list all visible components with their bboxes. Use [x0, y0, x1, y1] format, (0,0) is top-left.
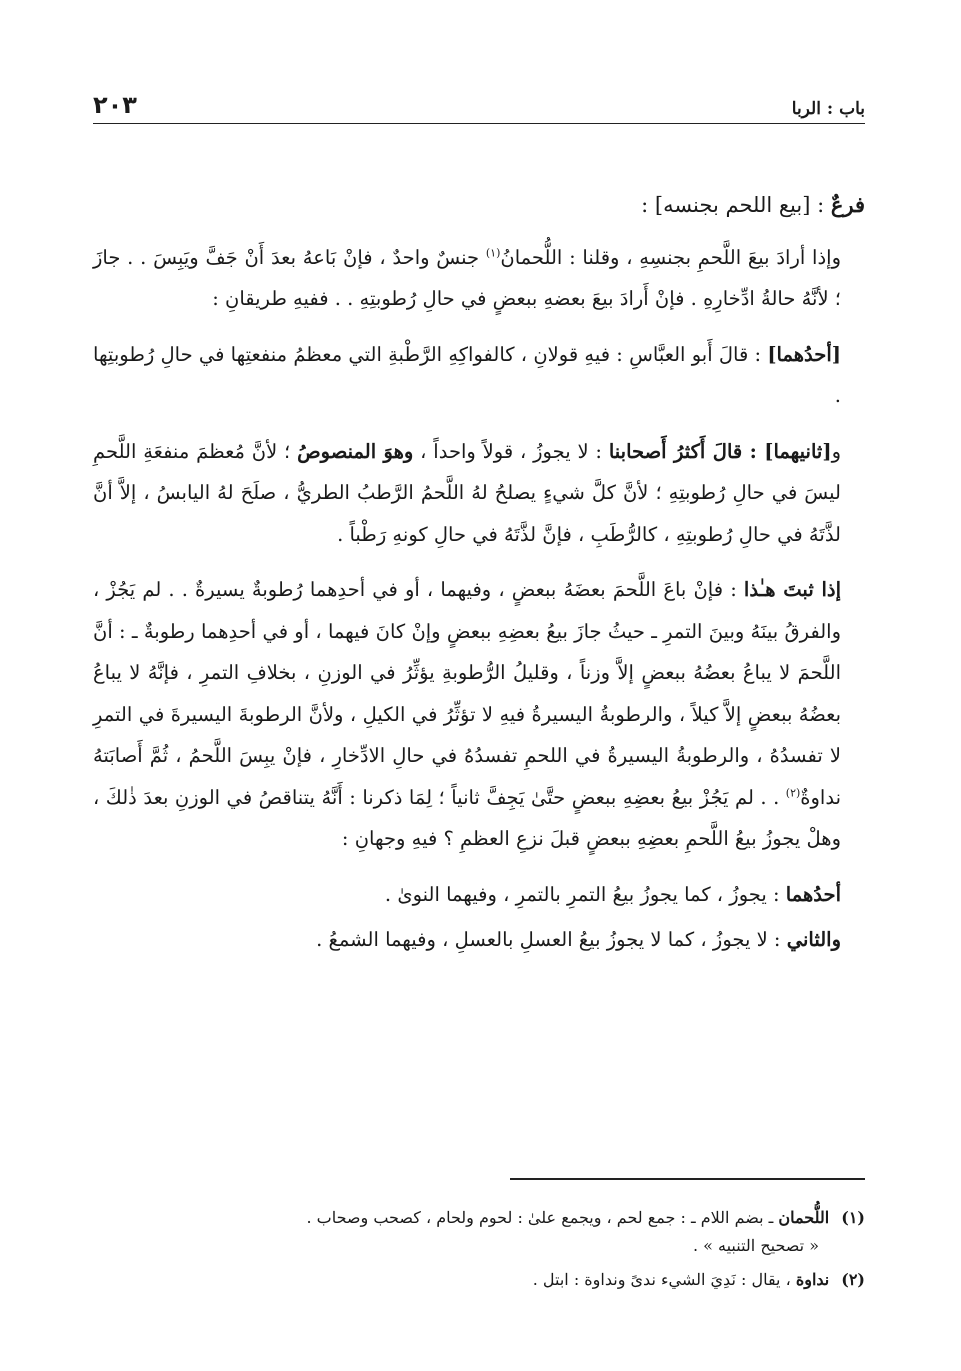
p3-text-a: و: [831, 439, 841, 463]
p6-label: والثاني: [786, 928, 841, 951]
footnotes: [93, 1204, 865, 1300]
p3-label: [ثانيهما] : قالَ أَكثرُ أَصحابنا: [608, 439, 832, 463]
footnote-term: اللُّحمان: [778, 1208, 830, 1227]
p1-text-a: وإذا أرادَ بيعَ اللَّحمِ بجنسِهِ ، وقلنا : اللُّحمانُ: [500, 245, 841, 269]
paragraph-4: [93, 569, 865, 860]
footnote-number: (١): [841, 1208, 865, 1227]
footnote-text: ـ بضم اللام ـ : جمع لحم ، ويجمع علىٰ : لحوم ولحام ، كصحب وصحاب .: [306, 1208, 779, 1227]
p6-text: : لا يجوزُ ، كما لا يجوزُ بيعُ العسلِ بالعسلِ ، وفيهما الشمعُ .: [316, 928, 787, 951]
heading-text: : [بيع اللحم بجنسه] :: [641, 193, 831, 217]
p4-label: إذا ثبتَ هـٰذا: [743, 578, 841, 601]
footnote-ref-1[interactable]: (١): [485, 246, 501, 259]
p3-bold: وهوَ المنصوصُ: [297, 439, 414, 463]
p2-text: : قالَ أَبو العبَّاسِ : فيهِ قولانِ ، كالفواكِهِ الرَّطْبةِ التي معظمُ منفعتِها في حالِ رُطوبتِها .: [93, 342, 841, 407]
page-number: ٢٠٣: [93, 91, 137, 119]
footnote-ref-2[interactable]: (٢): [785, 786, 801, 799]
paragraph-2: [93, 334, 865, 417]
p4-text-a: : فإنْ باعَ اللَّحمَ بعضَهُ ببعضٍ ، وفيهما ، أو في أحدِهما رُطوبةٌ يسيرةٌ . . لم يَجُزْ ، والفرقُ بينَهُ وبينَ التمرِ ـ حيثُ جازَ بيعُ بعضِهِ ببعضٍ وإنْ كانَ فيهما ، أو في أحدِهما رطوبةٌ ـ : أنَّ اللَّحمَ لا يباعُ بعضُهُ ببعضٍ إلاَّ وزناً ، وقليلُ الرُّطوبةِ يؤثِّرُ في الوزنِ ، بخلافِ التمرِ ، فإنَّهُ لا يباعُ بعضُهُ ببعضٍ إلاَّ كيلاً ، والرطوبةُ اليسيرةُ فيهِ لا تؤثِّرُ في الكيلِ ، ولأنَّ الرطوبةَ اليسيرةَ في التمرِ لا تفسدُهُ ، والرطوبةُ اليسيرةُ في اللحمِ تفسدُهُ في حالِ الادِّخارِ ، فإنْ يبِسَ اللَّحمُ ، ثُمَّ أَصابَتهُ نداوةٌ: [93, 578, 841, 809]
footnote-separator: [93, 1178, 865, 1180]
paragraph-1: [93, 237, 865, 320]
heading-label: فرعٌ: [830, 192, 865, 217]
footnote-continuation: « تصحيح التنبيه » .: [692, 1236, 819, 1255]
paragraph-5: [93, 874, 865, 916]
p1-text-b: جنسٌ واحدٌ ، فإنْ بَاعهُ بعدَ أَنْ جَفَّ ويَبِسَ . . جازَ ؛ لأنَّهُ حالةُ ادِّخارِهِ . فإنْ أَرادَ بيعَ بعضهِ ببعضٍ في حالِ رُطوبتِهِ . . ففيهِ طريقانِ :: [93, 245, 841, 310]
p4-text-b: . . لم يَجُزْ بيعُ بعضِهِ ببعضٍ حتَّىٰ يَجِفَّ ثانياً ؛ لِمَا ذكرنا : أَنَّهُ يتناقصُ في الوزنِ بعدَ ذٰلكَ ، وهلْ يجوزُ بيعُ اللَّحمِ بعضِهِ ببعضٍ قبلَ نزعِ العظمِ ؟ فيهِ وجهانِ :: [93, 785, 841, 850]
footnote-term: نداوة: [795, 1270, 830, 1289]
section-heading: [93, 184, 865, 227]
main-text: [93, 184, 865, 975]
footnote-1: [93, 1204, 865, 1260]
footnote-number: (٢): [841, 1270, 865, 1289]
paragraph-3: [93, 431, 865, 556]
p3-text-b: : لا يجوزُ ، قولاً واحداً ،: [413, 439, 609, 463]
page-header: [93, 88, 865, 124]
footnote-text: ، يقال : نَدِيَ الشيء ندىً ونداوة : ابتل .: [532, 1270, 796, 1289]
paragraph-6: [93, 919, 865, 961]
p3-text-c: ؛ لأنَّ مُعظمَ منفعَةِ اللَّحمِ ليسَ في حالِ رُطوبتِهِ ؛ لأنَّ كلَّ شيءٍ يصلحُ لهُ اللَّحمُ الرَّطبُ الطريُّ ، صلَحَ لهُ اليابسُ ، إلاَّ أنَّ لذَّتَهُ في حالِ رُطوبتِهِ ، كالرُّطَبِ ، فإنَّ لذَّتَهُ في حالِ كونهِ رَطْباً .: [93, 439, 841, 546]
p2-label: [أحدُهما]: [767, 342, 841, 366]
p5-label: أحدُهما: [785, 882, 841, 906]
running-title: باب : الربا: [791, 99, 865, 119]
footnote-2: [93, 1266, 865, 1294]
p5-text: : يجوزُ ، كما يجوزُ بيعُ التمرِ بالتمرِ ، وفيهما النوىٰ .: [384, 882, 786, 906]
